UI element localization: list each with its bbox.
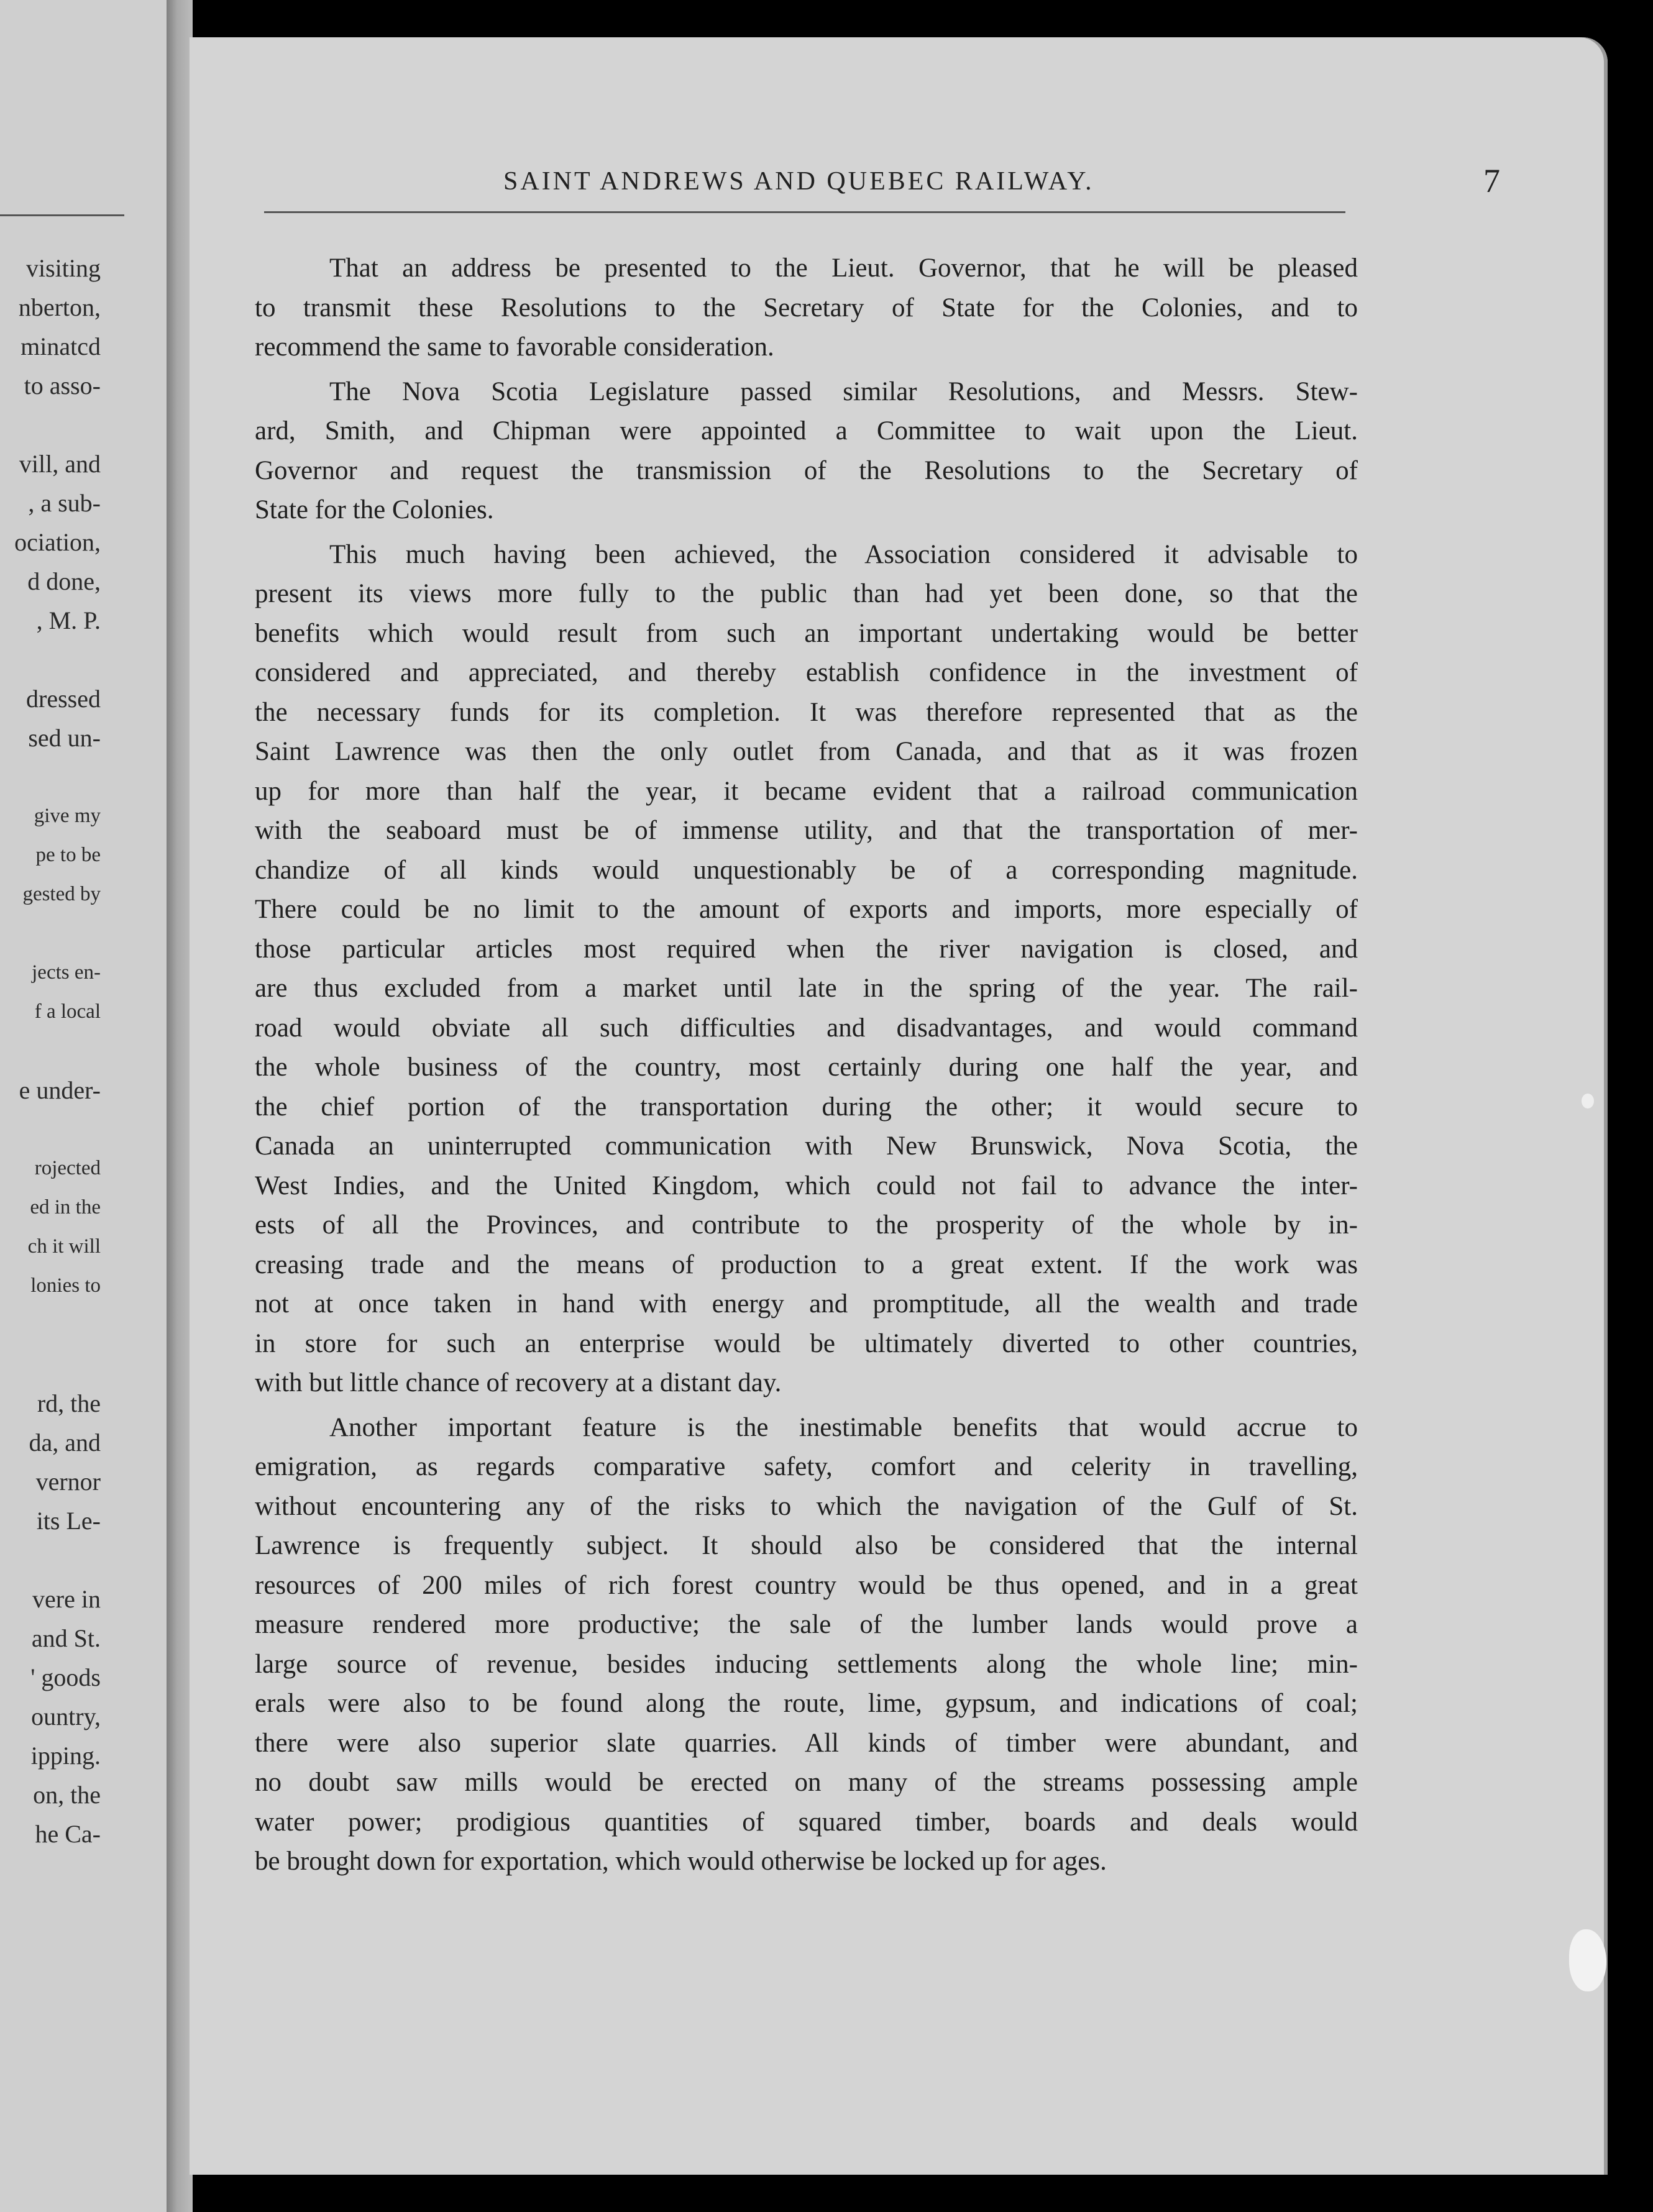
facing-page-left — [0, 0, 168, 2212]
text-line: ests of all the Provinces, and contribute to the prosperity of the whole by in- — [255, 1210, 1358, 1240]
facing-page-line: on, the — [33, 1781, 101, 1809]
header-rule — [264, 211, 1345, 213]
facing-page-text-fragments — [0, 249, 168, 1853]
facing-page-line: rd, the — [37, 1389, 101, 1417]
text-line: in store for such an enterprise would be ultimately diverted to other countries, — [255, 1328, 1358, 1358]
text-line: those particular articles most required when the river navigation is closed, and — [255, 934, 1358, 964]
text-line: water power; prodigious quantities of squared timber, boards and deals would — [255, 1807, 1358, 1837]
body-text — [255, 249, 1358, 1886]
line-gap — [0, 640, 168, 679]
text-line: There could be no limit to the amount of exports and imports, more especially of — [255, 895, 1358, 924]
facing-page-line: vill, and — [19, 450, 101, 478]
facing-page-line: ountry, — [31, 1702, 101, 1730]
text-line: Canada an uninterrupted communication with New Brunswick, Nova Scotia, the — [255, 1131, 1358, 1161]
text-line: That an address be presented to the Lieut. Governor, that he will be pleased — [329, 254, 1358, 283]
facing-page-line: dressed — [26, 685, 101, 713]
line-gap — [0, 914, 168, 953]
facing-page-line: pe to be — [35, 844, 101, 866]
facing-page-line: vere in — [32, 1585, 101, 1613]
text-line: not at once taken in hand with energy and promptitude, all the wealth and trade — [255, 1289, 1358, 1319]
text-line: ard, Smith, and Chipman were appointed a Committee to wait upon the Lieut. — [255, 416, 1358, 446]
facing-page-line: ipping. — [30, 1742, 101, 1770]
line-gap — [0, 1345, 168, 1384]
text-line: road would obviate all such difficulties and disadvantages, and would command — [255, 1013, 1358, 1043]
facing-page-line: lonies to — [30, 1274, 101, 1297]
text-line: present its views more fully to the public than had yet been done, so that the — [255, 579, 1358, 608]
text-line: West Indies, and the United Kingdom, which could not fail to advance the inter- — [255, 1171, 1358, 1200]
text-line: erals were also to be found along the route, lime, gypsum, and indications of coal; — [255, 1689, 1358, 1718]
facing-page-line: jects en- — [32, 961, 101, 984]
text-line: Another important feature is the inestimable benefits that would accrue to — [329, 1412, 1358, 1442]
text-line: are thus excluded from a market until late in the spring of the year. The rail- — [255, 974, 1358, 1003]
text-line: The Nova Scotia Legislature passed similar Resolutions, and Messrs. Stew- — [329, 377, 1358, 406]
text-line: recommend the same to favorable consideration. — [255, 332, 774, 362]
text-line: Governor and request the transmission of the Resolutions to the Secretary of — [255, 455, 1358, 485]
text-line: chandize of all kinds would unquestionably be of a corresponding magnitude. — [255, 855, 1358, 885]
facing-page-line: da, and — [29, 1428, 101, 1456]
facing-page-line: and St. — [31, 1624, 101, 1652]
text-line: benefits which would result from such an important undertaking would be better — [255, 618, 1358, 648]
book-gutter — [167, 0, 193, 2212]
facing-page-line: to asso- — [24, 372, 101, 400]
text-line: Lawrence is frequently subject. It should also be considered that the internal — [255, 1531, 1358, 1560]
facing-page-line: ed in the — [30, 1196, 101, 1218]
text-line: there were also superior slate quarries. All kinds of timber were abundant, and — [255, 1728, 1358, 1758]
facing-page-line: gested by — [22, 883, 101, 905]
facing-page-line: he Ca- — [35, 1820, 101, 1848]
text-line: the necessary funds for its completion. It was therefore represented that as the — [255, 697, 1358, 727]
text-line: resources of 200 miles of rich forest country would be thus opened, and in a great — [255, 1570, 1358, 1600]
text-line: to transmit these Resolutions to the Secretary of State for the Colonies, and to — [255, 293, 1358, 322]
text-line: measure rendered more productive; the sale of the lumber lands would prove a — [255, 1610, 1358, 1639]
facing-page-line: d done, — [27, 567, 101, 595]
facing-page-line: visiting — [25, 254, 101, 282]
text-line: up for more than half the year, it became evident that a railroad communication — [255, 776, 1358, 806]
facing-page-line: ch it will — [27, 1235, 101, 1258]
line-gap — [0, 1110, 168, 1149]
scan-artifact — [1582, 1094, 1594, 1108]
text-line: large source of revenue, besides inducing settlements along the whole line; min- — [255, 1649, 1358, 1679]
line-gap — [0, 757, 168, 797]
text-line: be brought down for exportation, which would otherwise be locked up for ages. — [255, 1847, 1107, 1876]
line-gap — [0, 1540, 168, 1579]
facing-page-line: , a sub- — [28, 489, 101, 517]
facing-page-rule — [0, 214, 124, 216]
facing-page-line: ociation, — [14, 528, 101, 556]
text-line: This much having been achieved, the Association considered it advisable to — [329, 539, 1358, 569]
text-line: the whole business of the country, most certainly during one half the year, and — [255, 1053, 1358, 1082]
text-line: with but little chance of recovery at a distant day. — [255, 1368, 782, 1397]
text-line: with the seaboard must be of immense utility, and that the transportation of mer- — [255, 816, 1358, 845]
facing-page-line: minatcd — [21, 332, 101, 360]
facing-page-line: vernor — [35, 1468, 101, 1496]
text-line: Saint Lawrence was then the only outlet from Canada, and that as it was frozen — [255, 737, 1358, 766]
text-line: considered and appreciated, and thereby establish confidence in the investment of — [255, 658, 1358, 687]
facing-page-line: rojected — [34, 1157, 101, 1179]
facing-page-line: e under- — [19, 1076, 101, 1104]
line-gap — [0, 1305, 168, 1345]
facing-page-line: sed un- — [28, 724, 101, 752]
page — [190, 37, 1608, 2175]
facing-page-line: ' goods — [30, 1663, 101, 1691]
text-line: State for the Colonies. — [255, 495, 494, 524]
line-gap — [0, 1031, 168, 1071]
facing-page-line: give my — [34, 805, 101, 827]
scan-artifact — [1569, 1929, 1606, 1991]
facing-page-line: , M. P. — [36, 606, 101, 634]
paragraph — [255, 249, 1358, 367]
text-line: no doubt saw mills would be erected on many of the streams possessing ample — [255, 1768, 1358, 1797]
facing-page-line: its Le- — [36, 1507, 101, 1535]
text-line: emigration, as regards comparative safety, comfort and celerity in travelling, — [255, 1452, 1358, 1481]
line-gap — [0, 405, 168, 444]
facing-page-line: nberton, — [18, 293, 101, 321]
paragraph — [255, 1408, 1358, 1881]
text-line: without encountering any of the risks to which the navigation of the Gulf of St. — [255, 1491, 1358, 1521]
paragraph — [255, 535, 1358, 1403]
facing-page-line: f a local — [34, 1000, 101, 1023]
running-head: SAINT ANDREWS AND QUEBEC RAILWAY. — [503, 167, 1094, 196]
text-line: creasing trade and the means of production to a great extent. If the work was — [255, 1250, 1358, 1279]
page-number: 7 — [1483, 162, 1500, 199]
paragraph — [255, 372, 1358, 530]
text-line: the chief portion of the transportation during the other; it would secure to — [255, 1092, 1358, 1122]
